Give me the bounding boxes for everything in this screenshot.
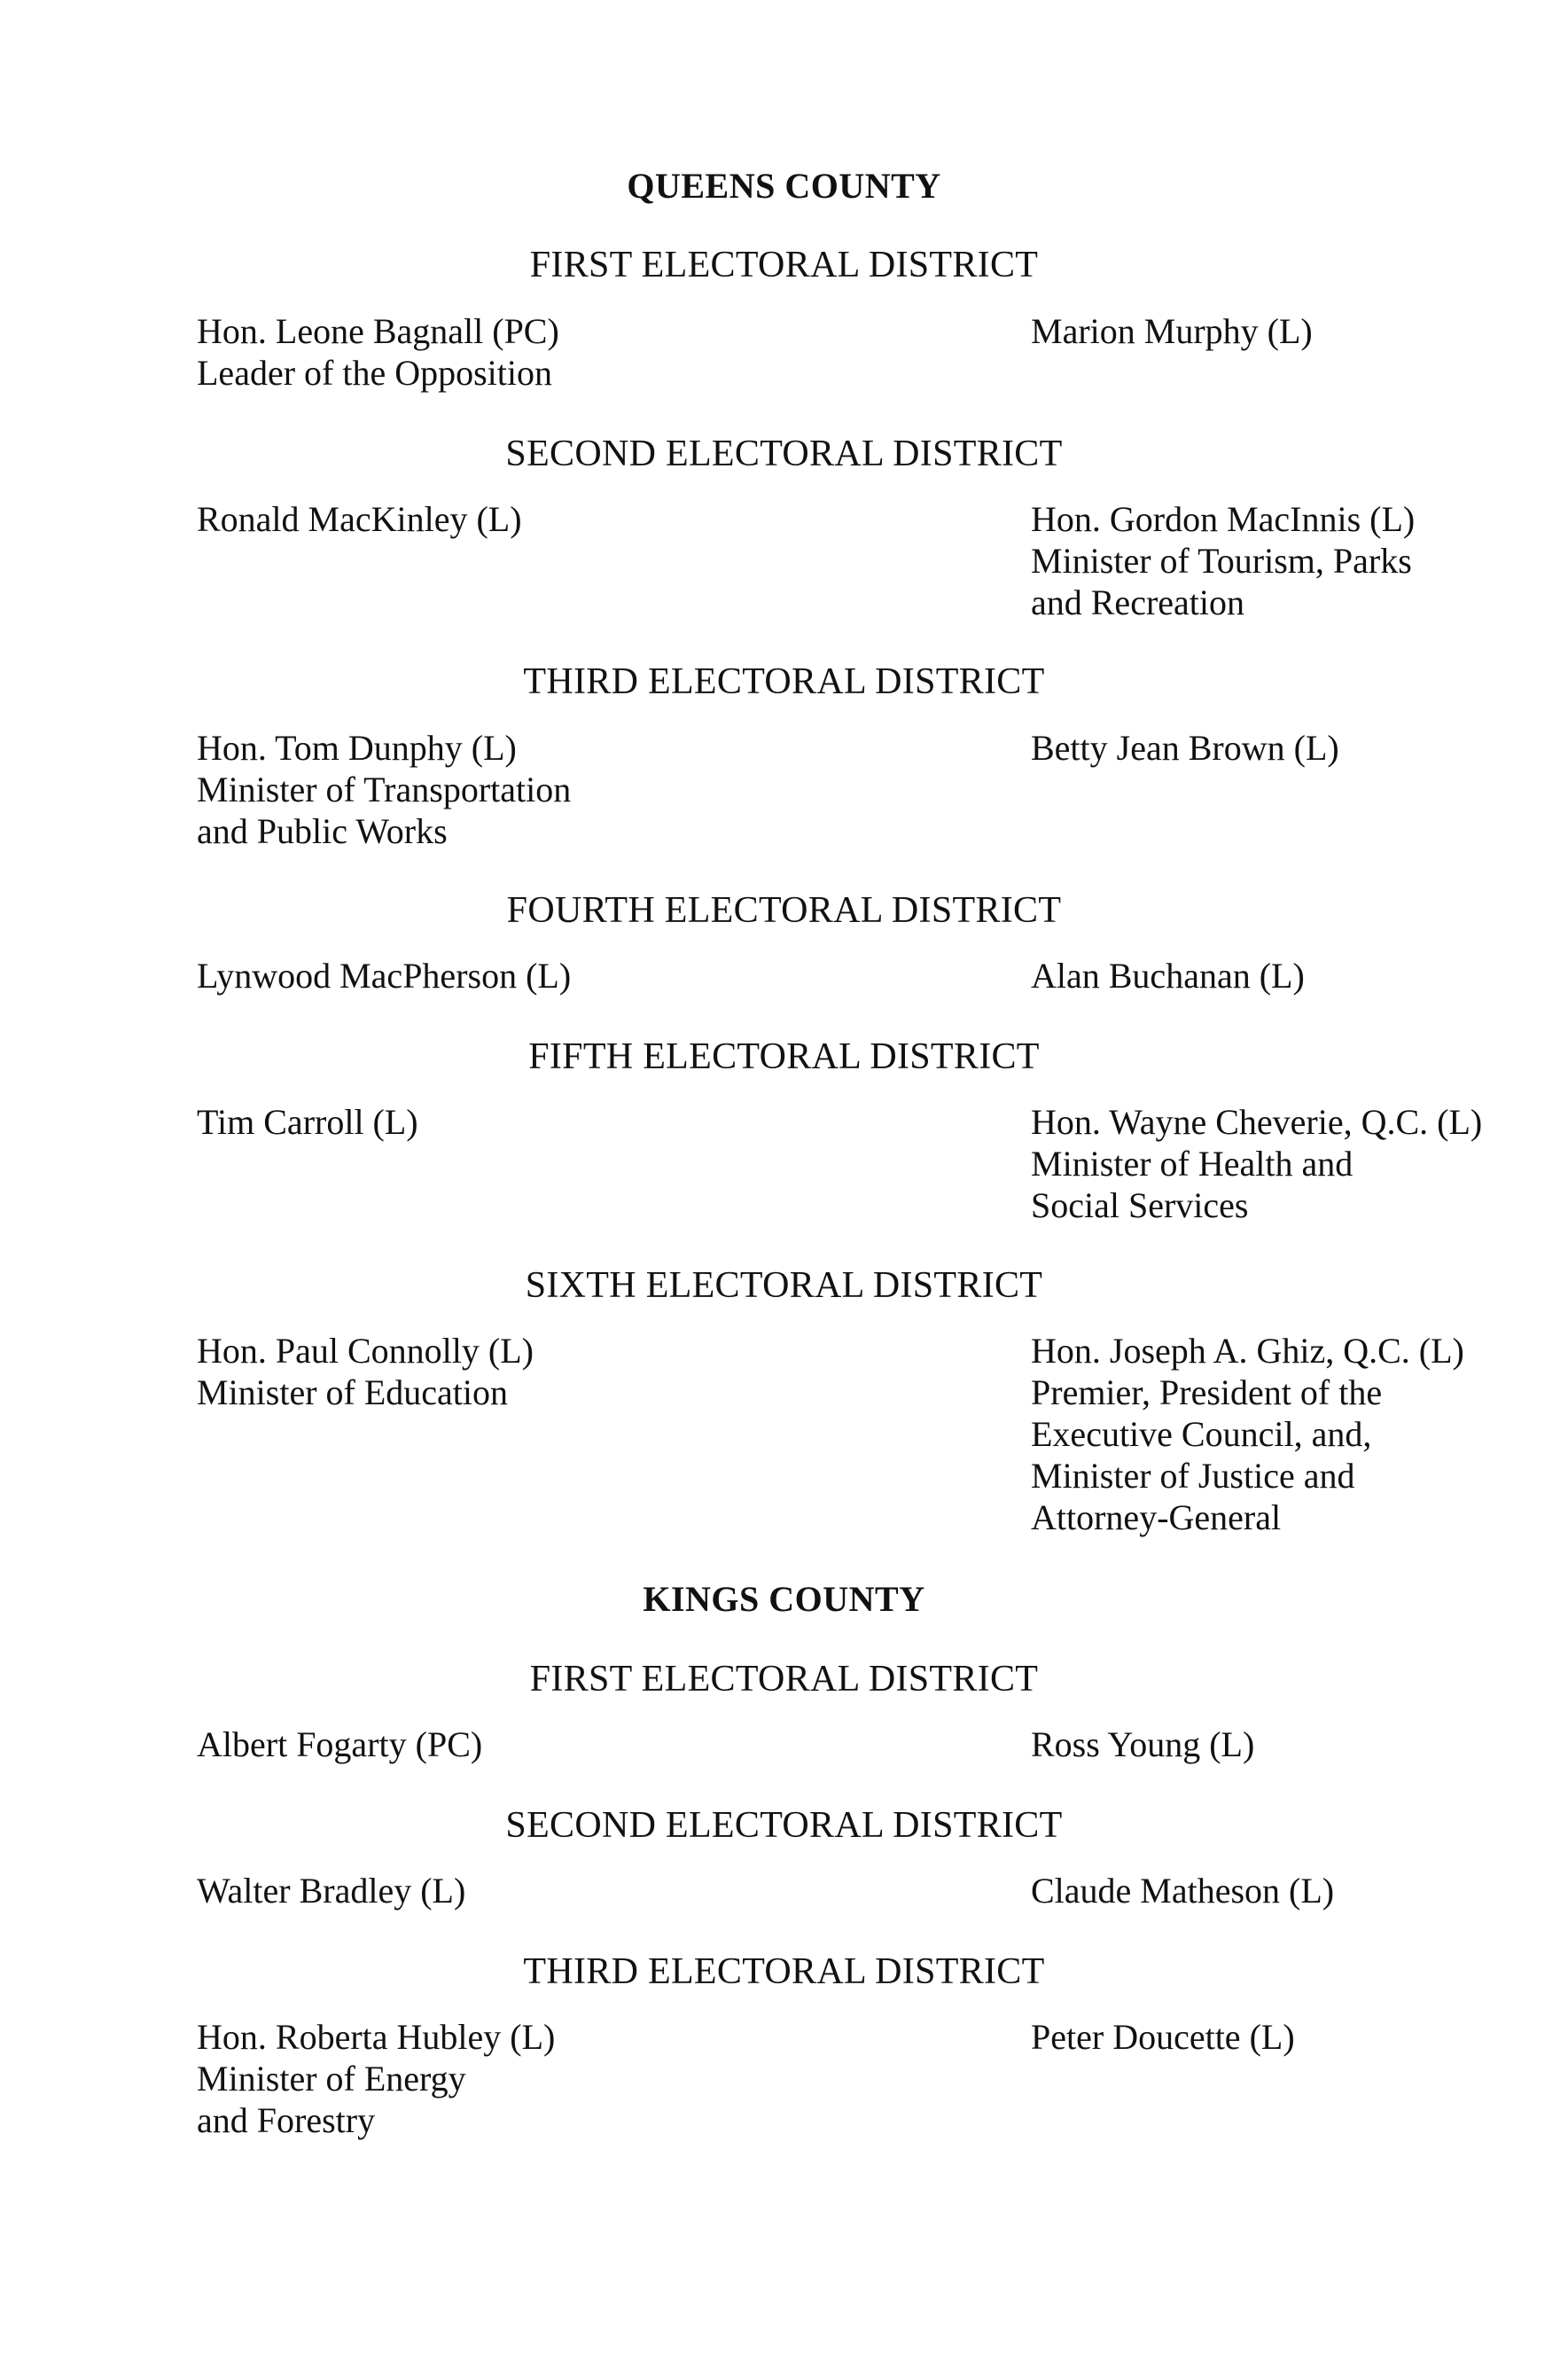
member-role: and Public Works bbox=[197, 811, 448, 851]
member-name: Hon. Roberta Hubley (L) bbox=[197, 2017, 556, 2057]
member-name: Marion Murphy (L) bbox=[1031, 311, 1313, 351]
district-title-kings-1: FIRST ELECTORAL DISTRICT bbox=[529, 1659, 1039, 1700]
district-title-queens-6: SIXTH ELECTORAL DISTRICT bbox=[525, 1265, 1043, 1306]
district-title-kings-2: SECOND ELECTORAL DISTRICT bbox=[505, 1805, 1063, 1846]
member-kings-3-left bbox=[197, 2016, 555, 2141]
member-role: and Forestry bbox=[197, 2100, 376, 2140]
member-name: Tim Carroll (L) bbox=[197, 1102, 418, 1142]
member-queens-3-right bbox=[1031, 727, 1339, 769]
district-title-queens-1: FIRST ELECTORAL DISTRICT bbox=[529, 245, 1039, 285]
member-name: Albert Fogarty (PC) bbox=[197, 1724, 483, 1764]
member-kings-2-right bbox=[1031, 1870, 1334, 1911]
member-kings-2-left bbox=[197, 1870, 465, 1911]
district-title-queens-2: SECOND ELECTORAL DISTRICT bbox=[505, 434, 1063, 474]
district-title-queens-5: FIFTH ELECTORAL DISTRICT bbox=[528, 1036, 1040, 1077]
member-name: Alan Buchanan (L) bbox=[1031, 956, 1305, 996]
member-queens-4-right bbox=[1031, 955, 1305, 997]
member-name: Walter Bradley (L) bbox=[197, 1871, 466, 1911]
member-name: Betty Jean Brown (L) bbox=[1031, 728, 1339, 768]
member-role: Attorney-General bbox=[1031, 1497, 1282, 1537]
member-name: Ross Young (L) bbox=[1031, 1724, 1255, 1764]
member-name: Hon. Wayne Cheverie, Q.C. (L) bbox=[1031, 1102, 1483, 1142]
member-role: Minister of Tourism, Parks bbox=[1031, 541, 1412, 581]
member-name: Peter Doucette (L) bbox=[1031, 2017, 1295, 2057]
member-role: Premier, President of the bbox=[1031, 1372, 1383, 1412]
member-name: Claude Matheson (L) bbox=[1031, 1871, 1335, 1911]
member-queens-3-left bbox=[197, 727, 571, 852]
district-title-queens-3: THIRD ELECTORAL DISTRICT bbox=[523, 661, 1045, 702]
member-name: Hon. Gordon MacInnis (L) bbox=[1031, 499, 1416, 539]
member-role: Executive Council, and, bbox=[1031, 1414, 1372, 1454]
member-kings-1-left bbox=[197, 1723, 482, 1765]
district-title-kings-3: THIRD ELECTORAL DISTRICT bbox=[523, 1951, 1045, 1992]
member-name: Hon. Paul Connolly (L) bbox=[197, 1331, 534, 1371]
member-queens-1-left bbox=[197, 310, 559, 394]
member-role: and Recreation bbox=[1031, 582, 1244, 622]
member-role: Social Services bbox=[1031, 1185, 1249, 1225]
member-role: Minister of Justice and bbox=[1031, 1456, 1355, 1496]
county-title-kings: KINGS COUNTY bbox=[643, 1579, 925, 1619]
member-name: Hon. Tom Dunphy (L) bbox=[197, 728, 517, 768]
district-title-queens-4: FOURTH ELECTORAL DISTRICT bbox=[506, 890, 1062, 931]
member-name: Lynwood MacPherson (L) bbox=[197, 956, 572, 996]
member-role: Minister of Education bbox=[197, 1372, 509, 1412]
member-queens-5-left bbox=[197, 1101, 418, 1143]
member-role: Minister of Health and bbox=[1031, 1144, 1353, 1184]
member-queens-2-right bbox=[1031, 498, 1415, 623]
member-role: Minister of Transportation bbox=[197, 770, 572, 809]
member-name: Ronald MacKinley (L) bbox=[197, 499, 522, 539]
member-role: Minister of Energy bbox=[197, 2059, 466, 2099]
member-queens-6-right bbox=[1031, 1330, 1464, 1538]
member-queens-2-left bbox=[197, 498, 522, 540]
member-queens-6-left bbox=[197, 1330, 534, 1413]
member-name: Hon. Leone Bagnall (PC) bbox=[197, 311, 559, 351]
member-queens-4-left bbox=[197, 955, 571, 997]
member-queens-1-right bbox=[1031, 310, 1313, 352]
member-kings-1-right bbox=[1031, 1723, 1254, 1765]
member-queens-5-right bbox=[1031, 1101, 1482, 1226]
member-kings-3-right bbox=[1031, 2016, 1295, 2058]
member-name: Hon. Joseph A. Ghiz, Q.C. (L) bbox=[1031, 1331, 1464, 1371]
county-title-queens: QUEENS COUNTY bbox=[627, 166, 941, 206]
member-role: Leader of the Opposition bbox=[197, 353, 552, 393]
